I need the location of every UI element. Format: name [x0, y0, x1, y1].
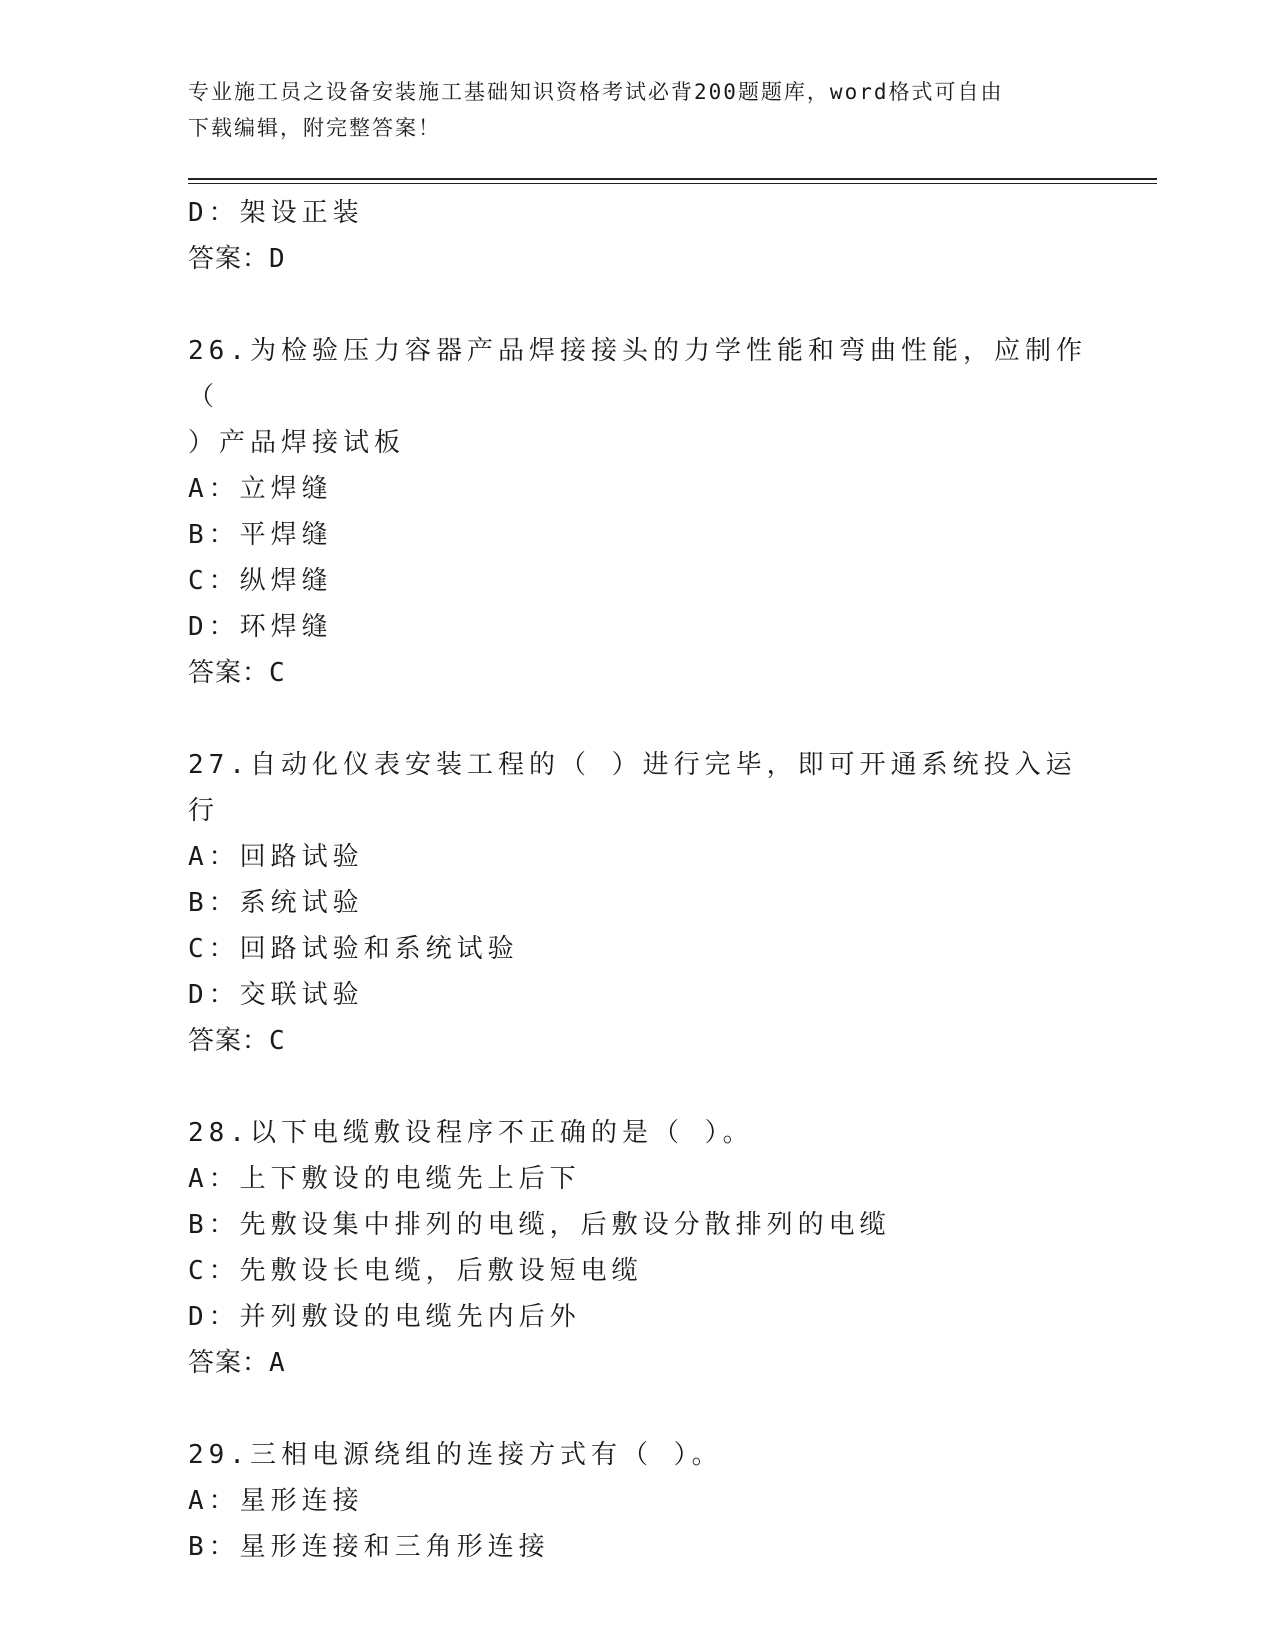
question-title-line-1: 28.以下电缆敷设程序不正确的是（ ）。 [188, 1118, 754, 1148]
option-a: A：立焊缝 [188, 474, 333, 504]
answer-label: 答案： [188, 1348, 270, 1378]
document-header [188, 74, 1088, 146]
answer-line [188, 1018, 1088, 1064]
option-c: C：纵焊缝 [188, 566, 333, 596]
header-line-2: 下载编辑，附完整答案！ [188, 116, 441, 140]
answer-label: 答案： [188, 1026, 270, 1056]
answer-value: A [269, 1348, 286, 1378]
option-c: C：回路试验和系统试验 [188, 934, 519, 964]
option-a: A：上下敷设的电缆先上后下 [188, 1164, 581, 1194]
answer-label: 答案： [188, 244, 270, 274]
header-divider-thick [188, 178, 1157, 180]
question-29 [188, 1432, 1088, 1570]
question-27 [188, 742, 1088, 1064]
answer-value: C [269, 658, 286, 688]
option-b: B：先敷设集中排列的电缆，后敷设分散排列的电缆 [188, 1210, 891, 1240]
option-b: B：平焊缝 [188, 520, 333, 550]
option-d: D：环焊缝 [188, 612, 333, 642]
answer-line [188, 236, 1088, 282]
option-d: D：交联试验 [188, 980, 364, 1010]
answer-line [188, 650, 1088, 696]
option-b: B：星形连接和三角形连接 [188, 1532, 550, 1562]
header-divider-thin [188, 183, 1157, 184]
previous-question-tail [188, 190, 1088, 282]
question-title-line-1: 29.三相电源绕组的连接方式有（ ）。 [188, 1440, 723, 1470]
answer-label: 答案： [188, 658, 270, 688]
option-b: B：系统试验 [188, 888, 364, 918]
option-d: D：架设正装 [188, 198, 364, 228]
answer-line [188, 1340, 1088, 1386]
option-a: A：星形连接 [188, 1486, 364, 1516]
option-a: A：回路试验 [188, 842, 364, 872]
question-title-line-1: 27.自动化仪表安装工程的（ ）进行完毕，即可开通系统投入运行 [188, 750, 1077, 826]
question-26 [188, 328, 1088, 696]
question-content [188, 190, 1088, 1570]
answer-value: C [269, 1026, 286, 1056]
question-title-line-2: ）产品焊接试板 [188, 428, 406, 458]
answer-value: D [269, 244, 286, 274]
option-c: C：先敷设长电缆，后敷设短电缆 [188, 1256, 643, 1286]
question-28 [188, 1110, 1088, 1386]
header-line-1: 专业施工员之设备安装施工基础知识资格考试必背200题题库，word格式可自由 [188, 80, 1004, 104]
question-title-line-1: 26.为检验压力容器产品焊接接头的力学性能和弯曲性能，应制作（ [188, 336, 1087, 412]
option-d: D：并列敷设的电缆先内后外 [188, 1302, 581, 1332]
